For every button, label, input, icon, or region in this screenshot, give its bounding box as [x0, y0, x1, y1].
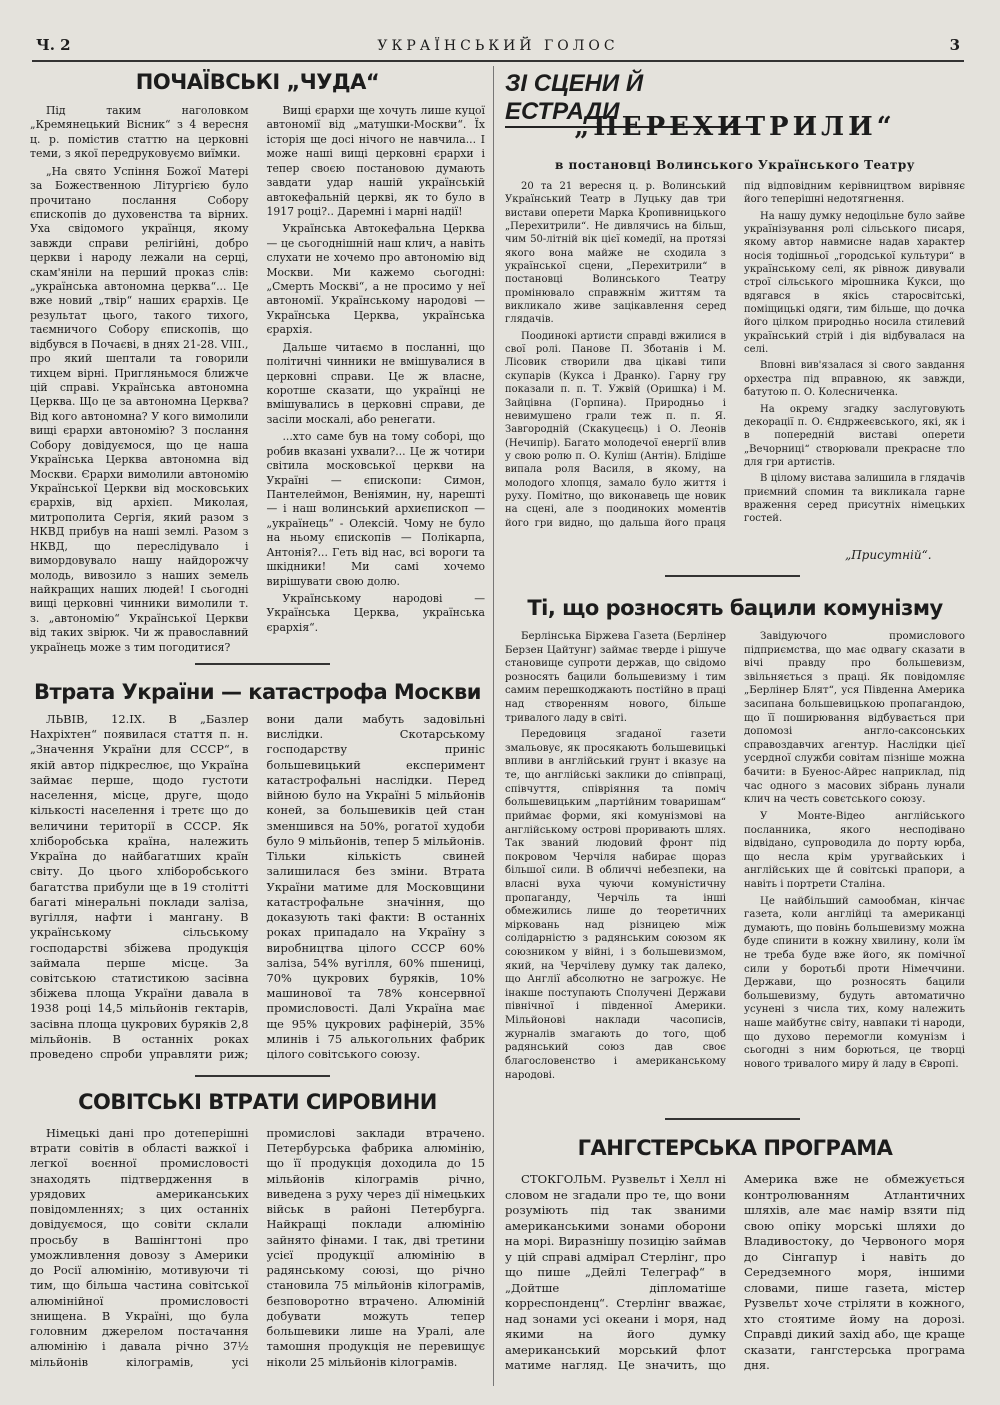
vtrata-article — [30, 712, 485, 1064]
gangster-paragraph: СТОКГОЛЬМ. Рузвельт і Хелл ні словом не згадали про те, що вони розуміють під так званими американськими зонами оборони на морі. Виразнішу позицію займав у цій справі адмірал Стерлінг, про що пише „Дейлі Телеграф“ в „Дойтше діпломатіше корреспонденц“. Стерлінг вважає, над зонами усі океани і моря, над якими на його думку американський морський флот матиме нагляд. Це значить, що Америка вже не обмежується контролюванням Атлантичних шляхів, але має намір взяти під свою опіку морські шляхи до Владивостоку, до Червоного моря до Сінгапур і навіть до Середземного моря, іншими словами, пише газета, містер Рузвельт хоче стріляти в кожного, хто стоятиме йому на дорозі. Справді дикий захід або, ще краще сказати, гангстерська програма дня. — [505, 1172, 965, 1372]
bacyly-paragraph: Завідуючого промислового підприємства, що має одвагу сказати в вічі правду про большевизм, звільняється з праці. Як повідомляє „Берлінер Блят“, уся Південна Америка засипана большевицькою пропагандою, що її поширювання відбувається при допомозі англо-саксонських справоздавчих агентур. Наслідки цієї усердної служби совітам пізніше можна бачити: в Буенос-Айрес наприклад, під час одного з масових зібрань лунали клич на честь совєтського союзу. — [744, 631, 965, 806]
gangster-title: ГАНГСТЕРСЬКА ПРОГРАМА — [577, 1136, 893, 1160]
bacyly-paragraph: Передовиця згаданої газети змальовує, як просякають большевицькі впливи в англійський грунт і вказує на те, що англійські заклики до співпраці, співчуття, співріяння та поміч большевицьким „партійним товаришам“ приймає форми, які комунізмові на англійському острові проривають шлях. Так званий людовий фронт під покровом Черчіля набирає щораз більшої сили. В обличчі небезпеки, на власні вуха чуючи комуністичну пропаганду, Черчіль та інші обмежились лише до теоретичних мірковань над різницею між солідарністю з радянським союзом як союзником у війні, і з большевизмом, який, на Черчілеву думку так далеко, що Англії абсолютно не загрожує. Не інакше поступають Сполучені Держави північної і південної Америки. Мільйонові наклади часописів, журналів змагають до того, щоб радянський союз дав своє благословенство і американському народові. — [505, 729, 726, 1081]
pochaiv-paragraph: Під таким наголовком „Кремянецький Вісник“ з 4 вересня ц. р. помістив статтю на церковні теми, з якої передруковуємо виїмки. — [30, 104, 249, 161]
pochaiv-paragraph: „На свято Успіння Божої Матері за Божественною Літургією було прочитано послання Собору єпископів до духовенства та вірних. Уха свідомого українця, якому завжди справи релігійні, добро церкви і народу лежали на серці, скам'яніли на перший проказ слів: „українська автономна церква“... Це вже новий „твір“ наших єрархів. Це результат цього, такого тихого, таємничого Собору єпископів, що відбувся в Почаєві, в днях 21-28. VIII., про який шептали та говорили тихцем вірні. Пригляньмося ближче цій справі. Українська автономна Церква. Що це за автономна Церква? Від кого автономна? У кого вимолили вищі єрархи автономію? З послання Собору довідуємося, що це наша Українська Церква автономна від Москви. Єрархи вимолили автономію Української Церкви від московських єрархів, від архієп. Миколая, митрополита Сергія, який разом з НКВД прибув на наші землі. Разом з НКВД, що переслідувало і вимордовувало нашу найдорожчу молодь, вивозило з наших земель найкращих наших людей! І сьогодні вищі церковні чинники вимолили т. з. „автономію“ Української Церкви від таких звірюк. Чи ж православний українець може з тим погодитися? — [30, 164, 249, 654]
theater-paragraph: 20 та 21 вересня ц. р. Волинський Український Театр в Луцьку дав три вистави оперети Марка Кропивницького „Перехитрили“. Не дивлячись на більш, чим 50-літній вік цієї комедії, на протязі якого вона майже не сходила з української сцени, „Перехитрили“ в постановці Волинського Театру промінювало справжнім життям та викликало живе зацікавлення серед глядачів. — [505, 181, 726, 326]
section-label: ЗІ СЦЕНИ Й ЕСТРАДИ — [505, 70, 755, 128]
theater-title: „ПЕРЕХИТРИЛИ“ — [574, 112, 896, 142]
sovitski-article — [30, 1126, 485, 1376]
divider-rule — [665, 1118, 800, 1120]
pochaiv-title: ПОЧАЇВСЬКІ „ЧУДА“ — [135, 70, 380, 94]
pochaiv-article — [30, 104, 485, 656]
theater-subtitle: в постановці Волинського Українського Театру — [555, 158, 915, 172]
bacyly-article — [505, 630, 965, 1110]
theater-paragraph: На окрему згадку заслуговують декорації п. О. Єндржеєвського, які, як і в попередній виставі оперети „Вечорниці“ створювали прекрасне тло для гри артистів. — [744, 403, 965, 468]
pochaiv-paragraph: Українському народові — Українська Церква, українська єрархія“. — [266, 591, 485, 634]
theater-paragraph: Вповні вив'язалася зі свого завдання орхестра під вправною, як завжди, батутою п. О. Колесниченка. — [744, 360, 965, 399]
page-number-right: 3 — [949, 36, 960, 54]
bacyly-paragraph: Це найбільший самообман, кінчає газета, коли англійці та американці думають, що повінь большевизму можна буде спинити в кожну хвилину, коли їм не треба буде вже його, як помічної сили у боротьбі проти Німеччини. Держави, що розносять бацили большевизму, будуть автоматично усунені з числа тих, кому належить наше майбутнє світу, навпаки ті народи, що духово перемогли комунізм і сьогодні з ним борються, це творці нового тривалого миру й ладу в Європі. — [744, 895, 965, 1070]
gangster-article — [505, 1172, 965, 1382]
divider-rule — [195, 663, 330, 665]
theater-paragraph: В цілому вистава залишила в глядачів приємний спомин та викликала гарне враження серед присутніх німецьких гостей. — [744, 473, 965, 525]
theater-paragraph: Поодинокі артисти справді вжилися в свої ролі. Панове П. Зботанів і М. Лісовик створили два цікаві типи скупарів (Кукса і Дранко). Гарну гру показали п. п. Т. Ужвій (Оришка) і М. Зайцівна (Горпина). Природньо і невимушено грали теж п. п. Я. Завгородній (Скакуцеєць) і О. Леонів (Нечипір). Багато молодечої енергії влив у свою ролю п. О. Куліш (Антін). Блідіше випала роля Василя, в якому, на молодого хлопця, замало було життя і руху. Помітно, що виконавець ще новик на сцені, але з поодиноких моментів його гри видно, що дальша його праця під відповідним керівництвом вирівняє його теперішні недотягнення. — [505, 181, 965, 529]
bacyly-title: Ті, що розносять бацили комунізму — [527, 596, 943, 620]
divider-rule — [665, 575, 800, 577]
masthead: УКРАЇНСЬКИЙ ГОЛОС — [377, 38, 619, 54]
vtrata-title: Втрата України — катастрофа Москви — [34, 680, 481, 704]
pochaiv-paragraph: ...хто саме був на тому соборі, що робив вказані ухвали?... Це ж чотири світила московської церкви на Україні — єпископи: Симон, Пантелеймон, Веніямин, ну, нарешті — і наш волинський архиєпископ — „українець“ - Олексій. Чому не було на ньому єпископів — Полікарпа, Антонія?... Геть від нас, всі вороги та шкідники! Ми самі хочемо вирішувати свою долю. — [266, 430, 485, 588]
theater-signature: „Присутній“. — [845, 548, 932, 562]
pochaiv-paragraph: Дальше читаємо в посланні, що політичні чинники не вмішувалися в церковні справи. Це ж власне, коротше сказати, що українці не вмішувались в церковні справи, де засіли москалі, або ренегати. — [266, 340, 485, 426]
sovitski-paragraph: Німецькі дані про дотеперішні втрати совітів в області важкої і легкої воєнної промисловості знаходять підтвердження в урядових американських повідомленнях; з цих останніх довідуємося, що совіти склали просьбу в Вашінгтоні про уможливлення довозу з Америки до Росії алюмінію, мотивуючи ті тим, що більша частина совітської алюмінійної промисловості знищена. В Україні, що була головним джерелом постачання алюмінію і давала річно 37½ мільйонів кілограмів, усі промислові заклади втрачено. Петербурська фабрика алюмінію, що її продукція доходила до 15 мільйонів кілограмів річно, виведена з руху через дії німецьких військ в районі Петербурга. Найкращі поклади алюмінію зайнято фінами. І так, дві третини усієї продукції алюмінію в радянському союзі, що річно становила 75 мільйонів кілограмів, безповоротно втрачено. Алюміній добувати можуть тепер большевики лише на Уралі, але тамошня продукція не перевищує ніколи 25 мільйонів кілограмів. — [30, 1126, 485, 1369]
column-separator — [493, 66, 494, 1386]
bacyly-paragraph: У Монте-Відео англійського посланника, якого несподівано відвідано, супроводила до порту юрба, що несла крім уругвайських і англійських ще й совітські прапори, а навіть і портрети Сталіна. — [744, 810, 965, 890]
theater-article — [505, 180, 965, 540]
pochaiv-paragraph: Вищі єрархи ще хочуть лише куцої автономії від „матушки-Москви“. Їх історія ще досі нічого не навчила... І може наші вищі церковні єрархи і тепер своєю постановою думають завдати удар нашій українській автокефальній церкві, як то було в 1917 році?.. Даремні і марні надії! — [266, 104, 485, 218]
vtrata-paragraph: ЛЬВІВ, 12.IX. В „Базлер Нахріхтен“ появилася стаття п. н. „Значення України для СССР“, в якій автор підкреслює, що Україна займає перше, щодо густоти населення, місце, друге, щодо кількості населення і третє що до величини території в СССР. Як хліборобська країна, належить Україна до найбагатших країн світу. До цього хліборобського багатства прибули ще в 19 столітті багаті мінеральні поклади заліза, вугілля, нафти і мангану. В українському сільському господарстві збіжева продукція займала перше місце. За совітською статистикою засівна збіжева площа України давала в 1938 році 14,5 мільйонів гектарів, засівна площа цукрових буряків 2,8 мільйонів. В останніх роках проведено спроби управляти риж; вони дали мабуть задовільні вислідки. Скотарському господарству приніс большевицький експеримент катастрофальні наслідки. Перед війною було на Україні 5 мільйонів коней, за большевиків цей стан зменшився на 50%, рогатої худоби було 9 мільйонів, тепер 5 мільйонів. Тільки кількість свиней залишилася без зміни. Втрата України матиме для Московщини катастрофальне значіння, що доказують такі факти: В останніх роках припадало на Україну з виробництва цілого СССР 60% заліза, 54% вугілля, 60% пшениці, 70% цукрових буряків, 10% машинової та 78% консервної промисловості. Далі Україна має ще 95% цукрових рафінерій, 35% млинів і 75 алькогольних фабрик цілого совітського союзу. — [30, 712, 485, 1062]
bacyly-paragraph: Берлінська Біржева Газета (Берлінер Берзен Цайтунг) займає тверде і рішуче становище супроти держав, що свідомо розносять бацили большевизму і тим самим перешкоджають постійно в праці над створенням нового, більше тривалого ладу в світі. — [505, 631, 726, 724]
pochaiv-paragraph: Українська Автокефальна Церква — це сьогоднішній наш клич, а навіть слухати не хочемо про автономію від Москви. Ми кажемо сьогодні: „Смерть Москві“, а не просимо у неї автономії. Українському народові — Українська Церква, українська єрархія. — [266, 222, 485, 337]
theater-paragraph: На нашу думку недоцільне було зайве українізування ролі сільського писаря, якому автор навмисне надав характер носія тодішньої „городської культури“ в українському селі, як рівнож дивували строї сільського мірошника Кукси, що вдягався в якісь старосвітські, поміщицькі одяги, тим більше, що дочка його цілком природньо носила стилевий український стрій і дія відбувалася на селі. — [744, 210, 965, 356]
page-number-left: Ч. 2 — [36, 36, 71, 54]
sovitski-title: СОВІТСЬКІ ВТРАТИ СИРОВИНИ — [78, 1090, 437, 1114]
page-header — [32, 30, 964, 62]
divider-rule — [195, 1075, 330, 1077]
